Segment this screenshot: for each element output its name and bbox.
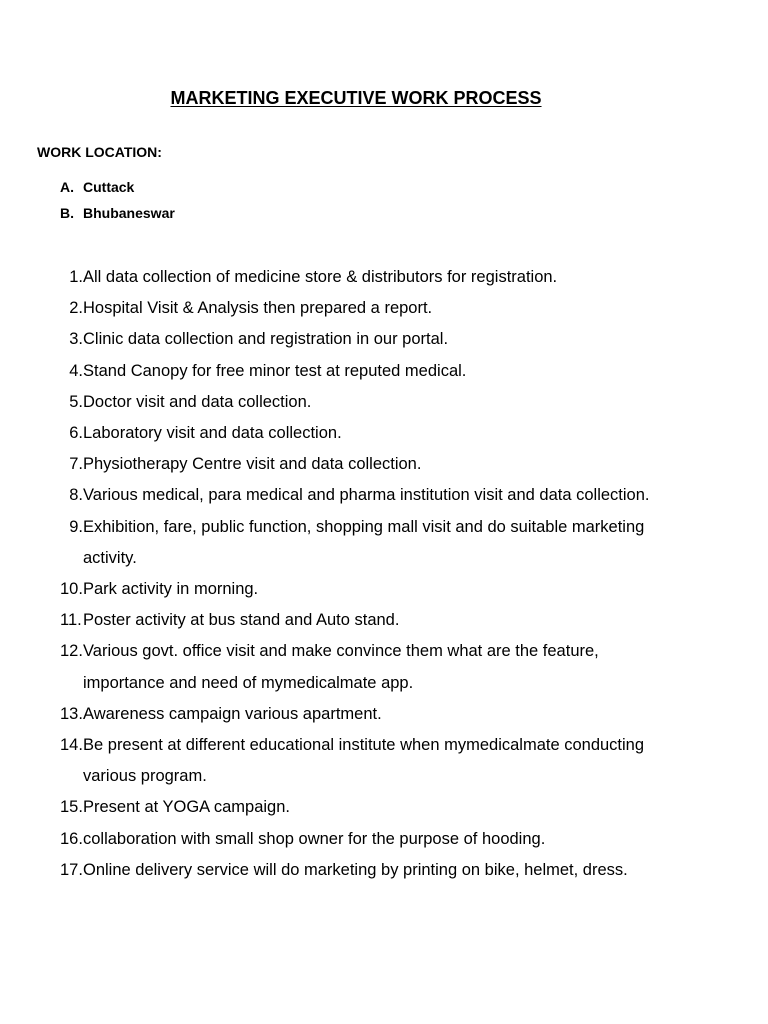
task-list xyxy=(0,262,700,886)
task-number: 15. xyxy=(60,798,83,817)
task-number: 5. xyxy=(69,392,83,411)
task-item xyxy=(0,574,700,605)
task-item xyxy=(0,824,700,855)
task-number: 6. xyxy=(69,424,83,443)
task-number: 17. xyxy=(60,860,83,879)
task-text: Doctor visit and data collection. xyxy=(83,392,312,411)
task-number: 8. xyxy=(69,486,83,505)
list-marker: A. xyxy=(60,179,74,195)
task-text: Be present at different educational institute when mymedicalmate conducting various program. xyxy=(83,736,645,786)
task-item xyxy=(0,699,700,730)
task-number: 2. xyxy=(69,299,83,318)
task-item xyxy=(0,293,700,324)
task-text: Present at YOGA campaign. xyxy=(83,798,290,817)
task-text: Various medical, para medical and pharma institution visit and data collection. xyxy=(83,486,650,505)
task-text: Stand Canopy for free minor test at reputed medical. xyxy=(83,361,467,380)
task-item xyxy=(0,605,700,636)
task-item xyxy=(0,324,700,355)
task-text: Hospital Visit & Analysis then prepared a report. xyxy=(83,299,433,318)
list-marker: B. xyxy=(60,205,74,221)
task-number: 7. xyxy=(69,455,83,474)
task-number: 1. xyxy=(69,268,83,286)
task-text: Laboratory visit and data collection. xyxy=(83,424,342,443)
task-item xyxy=(0,418,700,449)
task-text: Poster activity at bus stand and Auto stand. xyxy=(83,611,400,630)
task-number: 16. xyxy=(60,829,83,848)
task-item xyxy=(0,356,700,387)
task-number: 14. xyxy=(60,736,83,755)
task-text: collaboration with small shop owner for the purpose of hooding. xyxy=(83,829,546,848)
task-number: 12. xyxy=(60,642,83,661)
task-number: 10. xyxy=(60,580,83,599)
task-item xyxy=(0,262,700,293)
task-text: All data collection of medicine store & distributors for registration. xyxy=(83,268,558,286)
task-item xyxy=(0,387,700,418)
task-item xyxy=(0,730,700,792)
task-text: Park activity in morning. xyxy=(83,580,259,599)
task-text: Online delivery service will do marketing by printing on bike, helmet, dress. xyxy=(83,860,628,879)
task-item xyxy=(0,855,700,886)
task-item xyxy=(0,636,700,698)
work-location-heading: WORK LOCATION: xyxy=(37,144,162,160)
task-number: 4. xyxy=(69,361,83,380)
work-location-label: Cuttack xyxy=(83,179,135,195)
task-item xyxy=(0,512,700,574)
task-item xyxy=(0,480,700,511)
task-text: Physiotherapy Centre visit and data collection. xyxy=(83,455,422,474)
task-number: 13. xyxy=(60,704,83,723)
task-text: Various govt. office visit and make convince them what are the feature, importance and need of mymedicalmate app. xyxy=(83,642,599,692)
task-number: 11. xyxy=(60,611,82,630)
task-text: Exhibition, fare, public function, shopping mall visit and do suitable marketing activity. xyxy=(83,517,645,567)
task-item xyxy=(0,449,700,480)
page-title: MARKETING EXECUTIVE WORK PROCESS xyxy=(170,88,542,108)
task-number: 3. xyxy=(69,330,83,349)
task-text: Awareness campaign various apartment. xyxy=(83,704,382,723)
work-location-label: Bhubaneswar xyxy=(83,205,175,221)
task-text: Clinic data collection and registration in our portal. xyxy=(83,330,449,349)
task-item xyxy=(0,792,700,823)
task-number: 9. xyxy=(69,517,83,536)
